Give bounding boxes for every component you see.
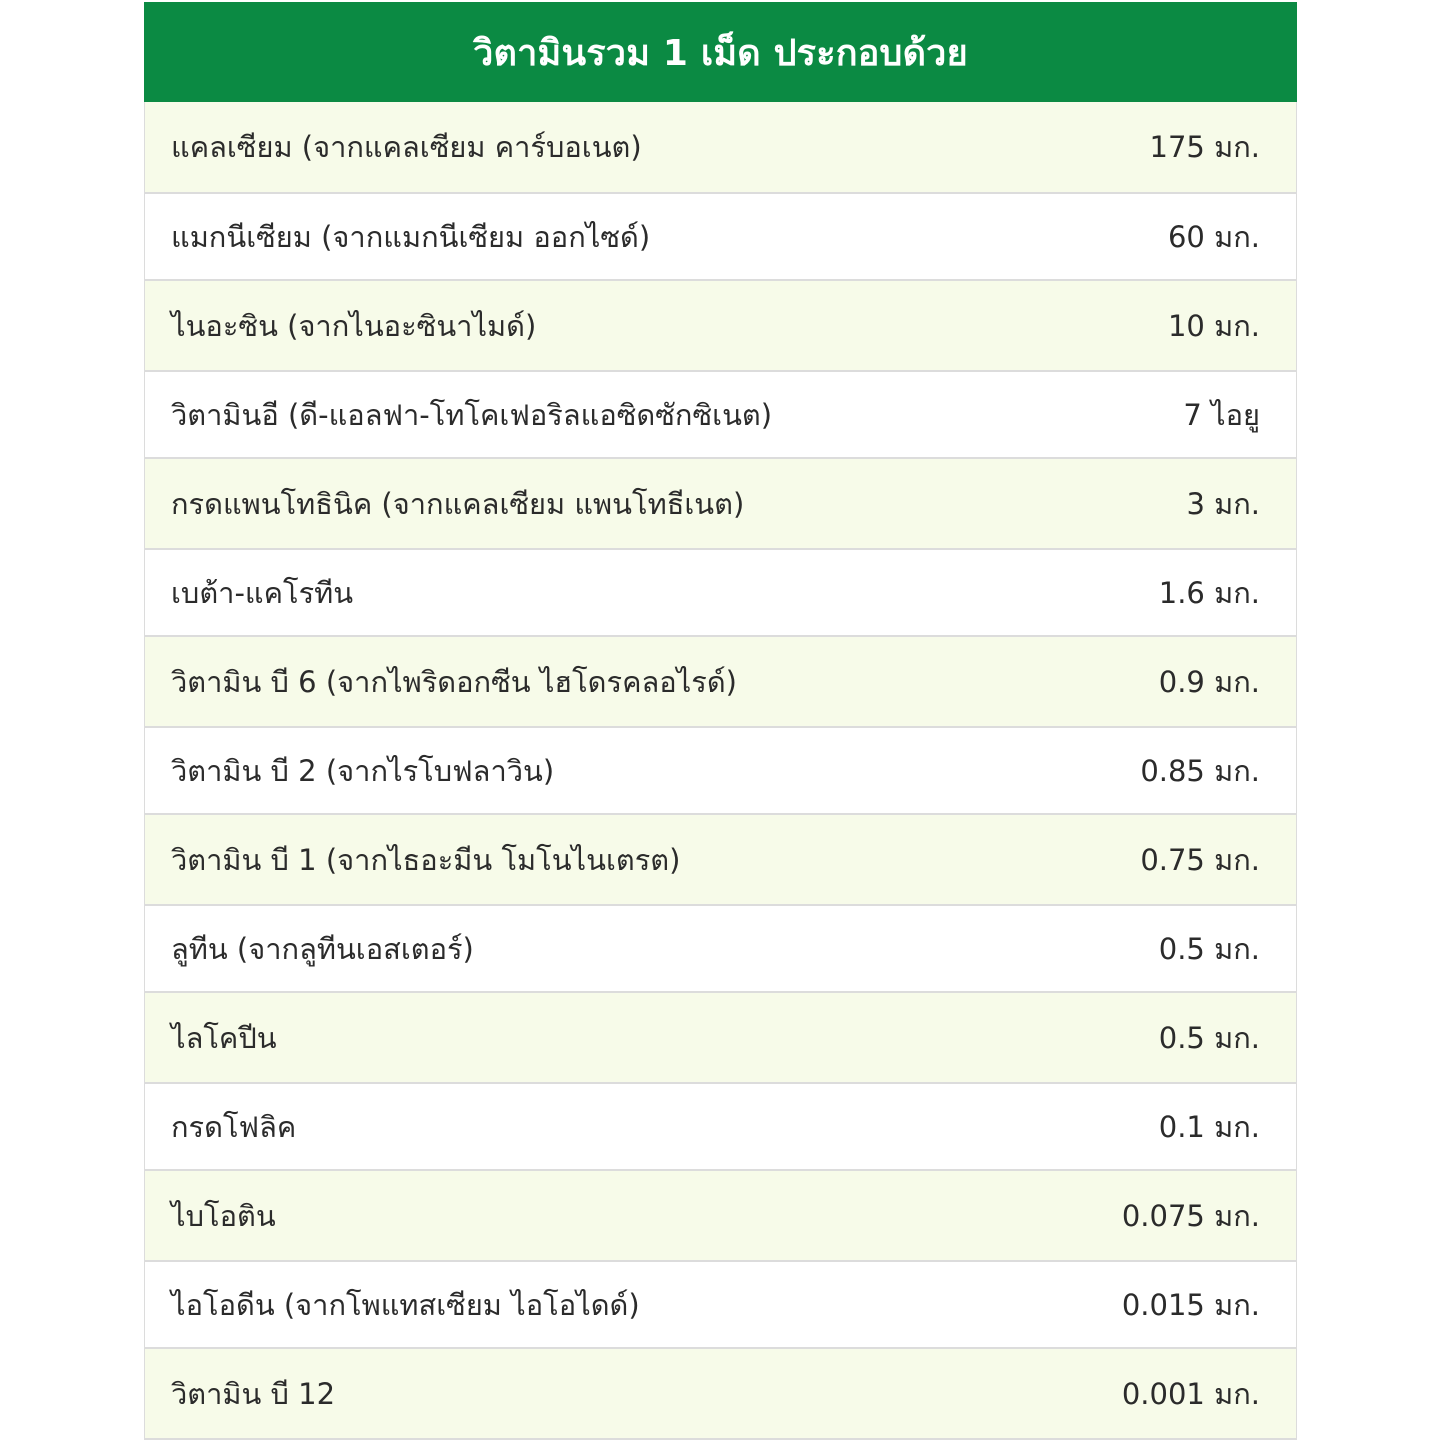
ingredient-name: วิตามิน บี 1 (จากไธอะมีน โมโนไนเตรต) <box>171 842 681 877</box>
table-row <box>144 993 1297 1084</box>
ingredient-amount: 175 มก. <box>1149 130 1260 164</box>
table-row <box>144 1262 1297 1349</box>
ingredient-name: ไบโอติน <box>171 1198 276 1233</box>
ingredient-name: ไนอะซิน (จากไนอะซินาไมด์) <box>171 308 537 343</box>
ingredient-amount: 0.015 มก. <box>1121 1287 1260 1322</box>
table-row <box>144 815 1297 906</box>
ingredient-name: ไลโคปีน <box>171 1020 277 1055</box>
ingredient-name: เบต้า-แคโรทีน <box>171 575 354 610</box>
ingredient-amount: 0.75 มก. <box>1140 842 1260 877</box>
ingredient-name: วิตามิน บี 2 (จากไรโบฟลาวิน) <box>171 753 555 788</box>
nutrition-table <box>144 2 1297 1440</box>
table-row <box>144 637 1297 728</box>
ingredient-name: วิตามิน บี 6 (จากไพริดอกซีน ไฮโดรคลอไรด์) <box>171 664 737 699</box>
ingredient-name: กรดโฟลิค <box>171 1109 297 1144</box>
ingredient-amount: 10 มก. <box>1167 308 1260 343</box>
ingredient-amount: 0.075 มก. <box>1121 1198 1260 1233</box>
table-row <box>144 102 1297 194</box>
ingredient-amount: 0.001 มก. <box>1121 1376 1260 1411</box>
ingredient-amount: 7 ไอยู <box>1183 397 1260 432</box>
ingredient-name: วิตามินอี (ดี-แอลฟา-โทโคเฟอริลแอซิดซักซิเนต) <box>171 397 773 432</box>
ingredient-amount: 0.5 มก. <box>1158 1020 1260 1055</box>
ingredient-name: ไอโอดีน (จากโพแทสเซียม ไอโอไดด์) <box>171 1287 640 1322</box>
ingredient-amount: 0.85 มก. <box>1140 753 1260 788</box>
ingredient-name: แคลเซียม (จากแคลเซียม คาร์บอเนต) <box>171 130 642 164</box>
table-row <box>144 281 1297 372</box>
ingredient-amount: 0.5 มก. <box>1158 931 1260 966</box>
table-row <box>144 459 1297 550</box>
table-row <box>144 1084 1297 1171</box>
ingredient-name: แมกนีเซียม (จากแมกนีเซียม ออกไซด์) <box>171 219 651 254</box>
table-row <box>144 1171 1297 1262</box>
ingredient-name: กรดแพนโทธินิค (จากแคลเซียม แพนโทธีเนต) <box>171 486 745 521</box>
table-title: วิตามินรวม 1 เม็ด ประกอบด้วย <box>473 32 968 74</box>
ingredient-amount: 3 มก. <box>1186 486 1260 521</box>
table-row <box>144 550 1297 637</box>
table-row <box>144 1349 1297 1440</box>
ingredient-amount: 60 มก. <box>1167 219 1260 254</box>
ingredient-amount: 1.6 มก. <box>1158 575 1260 610</box>
table-row <box>144 372 1297 459</box>
table-row <box>144 906 1297 993</box>
ingredient-amount: 0.9 มก. <box>1158 664 1260 699</box>
ingredient-amount: 0.1 มก. <box>1158 1109 1260 1144</box>
table-row <box>144 194 1297 281</box>
table-header <box>144 2 1297 102</box>
ingredient-name: วิตามิน บี 12 <box>171 1376 336 1411</box>
table-row <box>144 728 1297 815</box>
ingredient-name: ลูทีน (จากลูทีนเอสเตอร์) <box>171 931 474 966</box>
